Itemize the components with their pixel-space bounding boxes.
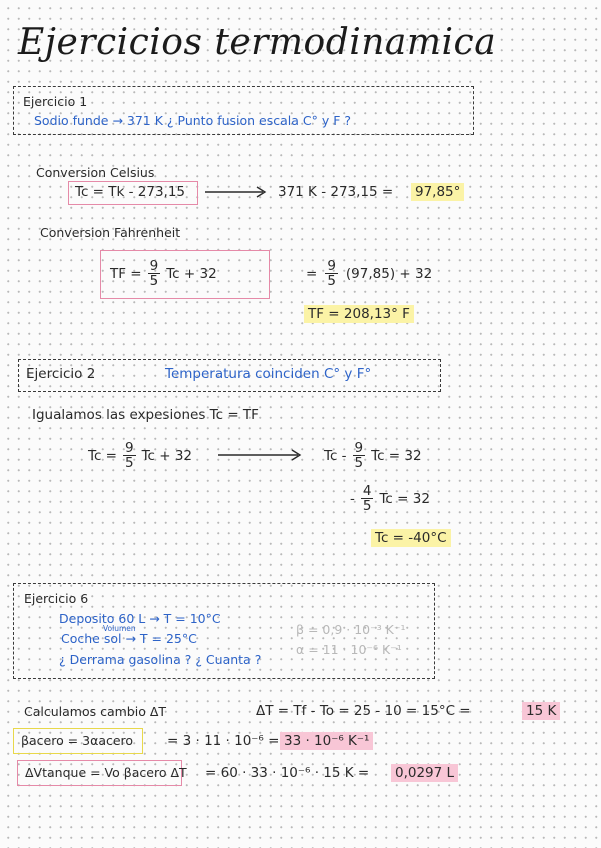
equation-2-b: Tc = 32 [379, 490, 430, 507]
exercise-2-line1: Igualamos las expesiones Tc = TF [32, 407, 259, 423]
alpha-coefficient: α = 11 · 10⁻⁶ K⁻¹ [296, 642, 402, 657]
equation-right-b: Tc = 32 [371, 447, 422, 464]
fahrenheit-calc-rest: (97,85) + 32 [345, 265, 433, 282]
fraction-denominator: 5 [149, 273, 159, 290]
exercise-6-line3: ¿ Derrama gasolina ? ¿ Cuanta ? [59, 652, 262, 667]
fraction-denominator: 5 [354, 455, 364, 472]
equation-left-b: Tc + 32 [141, 447, 193, 464]
fraction-denominator: 5 [124, 455, 134, 472]
fraction-numerator: 9 [327, 258, 336, 274]
fraction [353, 441, 366, 470]
exercise-6-line1: Deposito 60 L → T = 10°C [59, 611, 221, 626]
exercise-6-label: Ejercicio 6 [24, 591, 89, 606]
equation-right-a: Tc - [324, 447, 347, 464]
fahrenheit-lhs: TF = [110, 265, 142, 282]
fraction [325, 259, 338, 288]
fraction-numerator: 9 [149, 258, 159, 274]
exercise-2-label: Ejercicio 2 [26, 366, 96, 382]
fahrenheit-calc [306, 259, 432, 288]
delta-t-calc: ΔT = Tf - To = 25 - 10 = 15°C = [256, 703, 471, 719]
fraction-denominator: 5 [327, 273, 336, 290]
delta-t-label: Calculamos cambio ΔT [24, 704, 167, 719]
celsius-result: 97,85° [411, 183, 464, 201]
beta-acero-formula: βacero = 3αacero [21, 733, 134, 748]
beta-acero-result: 33 · 10⁻⁶ K⁻¹ [280, 732, 373, 750]
fahrenheit-heading: Conversion Fahrenheit [40, 225, 181, 240]
equation-left [88, 441, 192, 470]
exercise-1-statement: Sodio funde → 371 K ¿ Punto fusion escala C° y F ? [34, 113, 352, 128]
exercise-2-statement: Temperatura coinciden C° y F° [165, 366, 372, 382]
fraction [148, 259, 161, 288]
fahrenheit-result: TF = 208,13° F [304, 305, 414, 323]
fahrenheit-formula [110, 259, 217, 288]
equation-2 [350, 484, 430, 513]
delta-t-result: 15 K [522, 702, 560, 720]
equation-left-a: Tc = [88, 447, 117, 464]
fraction-numerator: 9 [354, 440, 364, 456]
fahrenheit-calc-eq: = [306, 265, 318, 282]
fraction-denominator: 5 [362, 498, 372, 515]
fraction-numerator: 4 [362, 483, 372, 499]
celsius-calc: 371 K - 273,15 = [278, 184, 394, 200]
exercise-1-label: Ejercicio 1 [23, 94, 88, 109]
celsius-formula: Tc = Tk - 273,15 [75, 184, 186, 200]
equation-right [324, 441, 422, 470]
fraction-numerator: 9 [124, 440, 134, 456]
delta-v-result: 0,0297 L [391, 764, 458, 782]
exercise-6-line2: Coche sol → T = 25°C [61, 631, 197, 646]
fraction [361, 484, 374, 513]
beta-acero-calc: = 3 · 11 · 10⁻⁶ = [167, 733, 280, 749]
volumen-note: Volumen [103, 624, 136, 633]
equation-2-a: - [350, 490, 355, 507]
celsius-heading: Conversion Celsius [36, 165, 155, 180]
fraction [123, 441, 136, 470]
beta-coefficient: β = 0,9 · 10⁻³ K⁻¹ [296, 622, 406, 637]
delta-v-formula: ΔVtanque = Vo βacero ΔT [25, 765, 187, 780]
exercise-2-result: Tc = -40°C [371, 529, 451, 547]
fahrenheit-rhs: Tc + 32 [166, 265, 217, 282]
arrow-icon [218, 449, 304, 461]
delta-v-calc: = 60 · 33 · 10⁻⁶ · 15 K = [205, 765, 370, 781]
arrow-icon [205, 186, 269, 198]
page-title: Ejercicios termodinamica [18, 22, 497, 63]
